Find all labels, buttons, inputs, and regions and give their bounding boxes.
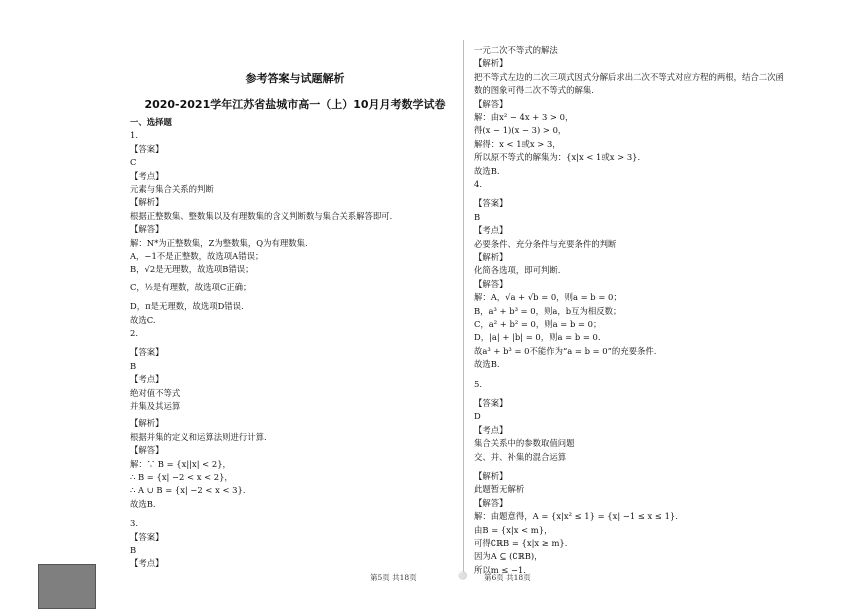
page-number-left: 第5页 共18页 [370,573,417,582]
left-line: 绝对值不等式 [130,387,181,398]
left-line: 【考点】 [130,170,164,181]
left-line: 【解析】 [130,197,164,208]
left-line: 【考点】 [130,374,164,385]
right-line: 【答案】 [474,198,508,209]
left-line: B，√2是无理数，故选项B错误； [130,264,254,275]
left-line: 【答案】 [130,531,164,542]
page-separator-icon: ⚪ [458,571,468,580]
left-line: 解：N*为正整数集，Z为整数集，Q为有理数集. [130,237,308,248]
left-line: ∴ B = {x| −2 < x < 2}， [130,472,233,482]
right-line: 解得：x < 1或x > 3， [474,138,561,149]
right-line: 【解析】 [474,252,508,262]
left-line: 解：∵ B = {x||x| < 2}， [130,458,231,469]
page-number-right: 第6页 共18页 [484,573,531,582]
right-line: 4. [474,179,482,189]
right-line: 故选B. [474,359,500,370]
right-line: 【解析】 [474,471,508,481]
right-line: 集合关系中的参数取值问题 [474,438,575,449]
right-line: 故a³ + b³ = 0不能作为“a = b = 0”的充要条件. [474,345,657,356]
left-line: 3. [130,518,138,529]
left-line: 1. [130,130,138,141]
left-line: 【解析】 [130,418,164,429]
right-line: B [474,211,481,222]
right-line: 必要条件、充分条件与充要条件的判断 [474,238,617,249]
left-line: B [130,360,137,371]
left-line: ∴ A ∪ B = {x| −2 < x < 3}. [130,485,246,496]
left-line: 根据并集的定义和运算法则进行计算. [130,431,267,442]
left-line: C [130,157,137,168]
right-line: 【考点】 [474,225,508,236]
left-line: 元素与集合关系的判断 [130,184,214,194]
right-line: 数的图象可得二次不等式的解集. [474,85,594,96]
right-line: 【解析】 [474,58,508,69]
right-line: 交、并、补集的混合运算 [474,451,567,462]
left-line: 故选B. [130,498,156,509]
page-divider [463,40,464,575]
right-line: 因为A ⊆ (∁ℝB)， [474,551,543,562]
right-line: B，a³ + b³ = 0，则a，b互为相反数； [474,305,622,316]
right-line: 5. [474,378,482,389]
right-line: 【答案】 [474,398,508,408]
right-line: D [474,411,481,422]
left-line: A，−1不是正整数，故选项A错误； [130,251,264,261]
left-line: 一、选择题 [130,117,172,127]
right-line: 【考点】 [474,424,508,435]
doc-heading: 参考答案与试题解析 [245,72,345,85]
left-line: 【解答】 [130,224,164,235]
right-line: D，|a| + |b| = 0，则a = b = 0. [474,332,601,343]
right-line: C，a² + b² = 0，则a = b = 0； [474,319,602,329]
thumbnail-placeholder[interactable] [38,564,96,609]
right-line: 此题暂无解析 [474,484,525,495]
left-line: 并集及其运算 [130,401,181,411]
exam-title: 2020-2021学年江苏省盐城市高一（上）10月月考数学试卷 [144,98,446,111]
right-line: 故选B. [474,165,500,176]
right-line: 由B = {x|x < m}， [474,524,553,535]
right-line: 解：由x² − 4x + 3 > 0， [474,112,574,122]
left-line: D，π是无理数，故选项D错误. [130,301,244,312]
left-line: 故选C. [130,314,156,325]
right-line: 可得∁ℝB = {x|x ≥ m}. [474,538,568,548]
right-line: 把不等式左边的二次三项式因式分解后求出二次不等式对应方程的两根，结合二次函 [474,71,784,82]
right-line: 一元二次不等式的解法 [474,45,558,55]
right-line: 【解答】 [474,497,508,508]
left-line: 【答案】 [130,143,164,154]
right-line: 【解答】 [474,278,508,289]
left-line: C，½是有理数，故选项C正确； [130,281,252,292]
right-line: 所以原不等式的解集为：{x|x < 1或x > 3}. [474,152,641,163]
left-line: 【考点】 [130,558,164,569]
left-line: B [130,545,137,555]
left-line: 根据正整数集、整数集以及有理数集的含义判断数与集合关系解答即可. [130,210,393,221]
right-line: 所以m ≤ −1. [474,564,527,575]
right-line: 得(x − 1)(x − 3) > 0， [474,125,567,136]
right-line: 解：A，√a + √b = 0，则a = b = 0； [474,292,622,303]
left-line: 【答案】 [130,347,164,358]
right-line: 解：由题意得，A = {x|x² ≤ 1} = {x| −1 ≤ x ≤ 1}. [474,511,678,522]
left-line: 【解答】 [130,445,164,456]
right-line: 化简各选项，即可判断. [474,265,561,276]
left-line: 2. [130,328,138,338]
right-line: 【解答】 [474,98,508,109]
